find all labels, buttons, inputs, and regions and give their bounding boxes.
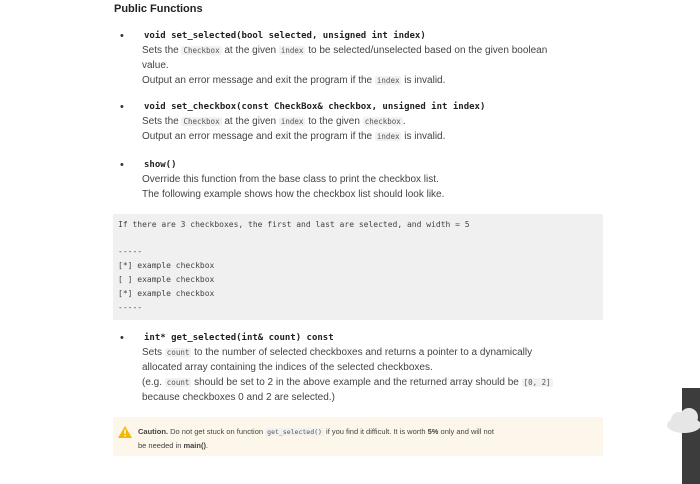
inline-code: index <box>280 46 304 55</box>
code-line: [ ] example checkbox <box>118 275 215 284</box>
inline-code: index <box>280 117 304 126</box>
text: should be set to 2 in the above example and the returned array should be <box>191 377 522 388</box>
code-line: ----- <box>118 303 143 312</box>
percentage: 5% <box>427 427 439 436</box>
bullet: • <box>120 159 124 171</box>
function-item-set-selected <box>120 30 620 88</box>
function-description <box>142 43 620 88</box>
bullet: • <box>120 30 124 42</box>
text: Do not get stuck on function <box>168 427 266 436</box>
function-signature: show() <box>144 160 177 170</box>
caution-label: Caution. <box>138 427 168 436</box>
text: if you find it difficult. It is worth <box>323 427 428 436</box>
function-description <box>142 345 620 405</box>
example-code-block <box>113 214 603 320</box>
text: Output an error message and exit the program if the <box>142 131 375 142</box>
side-panel <box>682 388 700 484</box>
caution-text <box>138 425 598 452</box>
function-signature: int* get_selected(int& count) const <box>144 333 334 343</box>
bullet: • <box>120 101 124 113</box>
inline-code: count <box>166 378 190 387</box>
text: to the given <box>305 116 363 127</box>
section-title: Public Functions <box>114 3 203 15</box>
text: be needed in <box>138 441 184 450</box>
function-signature: void set_checkbox(const CheckBox& checkbox, unsigned int index) <box>144 102 486 112</box>
function-item-show <box>120 159 620 202</box>
text: value. <box>142 60 169 71</box>
text: Override this function from the base class to print the checkbox list. <box>142 174 439 185</box>
text: is invalid. <box>401 75 446 86</box>
text: The following example shows how the checkbox list should look like. <box>142 189 445 200</box>
inline-code: count <box>166 348 190 357</box>
code-line: [*] example checkbox <box>118 261 215 270</box>
inline-code: [0, 2] <box>523 378 551 387</box>
text: Sets <box>142 347 165 358</box>
function-signature: void set_selected(bool selected, unsigned int index) <box>144 31 426 41</box>
code-line: If there are 3 checkboxes, the first and last are selected, and width = 5 <box>118 220 470 229</box>
warning-icon <box>118 426 132 438</box>
text: Sets the <box>142 116 182 127</box>
text: Output an error message and exit the program if the <box>142 75 375 86</box>
code-line: [*] example checkbox <box>118 289 215 298</box>
cloud-icon[interactable] <box>664 408 700 434</box>
main-function: main() <box>183 441 206 450</box>
text: . <box>205 441 209 450</box>
text: to the number of selected checkboxes and returns a pointer to a dynamically <box>191 347 533 358</box>
code-line: ----- <box>118 247 143 256</box>
text: is invalid. <box>401 131 446 142</box>
bullet: • <box>120 332 124 344</box>
function-item-set-checkbox <box>120 101 620 144</box>
text: Sets the <box>142 45 182 56</box>
inline-code: index <box>376 132 400 141</box>
function-description <box>142 114 620 144</box>
inline-code: checkbox <box>364 117 401 126</box>
inline-code: index <box>376 76 400 85</box>
caution-box <box>113 417 603 456</box>
inline-code: Checkbox <box>183 46 220 55</box>
inline-code: Checkbox <box>183 117 220 126</box>
text: at the given <box>221 45 279 56</box>
text: . <box>402 116 406 127</box>
text: at the given <box>221 116 279 127</box>
text: allocated array containing the indices of the selected checkboxes. <box>142 362 433 373</box>
text: to be selected/unselected based on the given boolean <box>305 45 548 56</box>
text: (e.g. <box>142 377 165 388</box>
text: because checkboxes 0 and 2 are selected.) <box>142 392 335 403</box>
text: only and will not <box>438 427 494 436</box>
inline-code: get_selected() <box>267 428 322 436</box>
function-item-get-selected <box>120 332 620 405</box>
function-description <box>142 172 620 202</box>
